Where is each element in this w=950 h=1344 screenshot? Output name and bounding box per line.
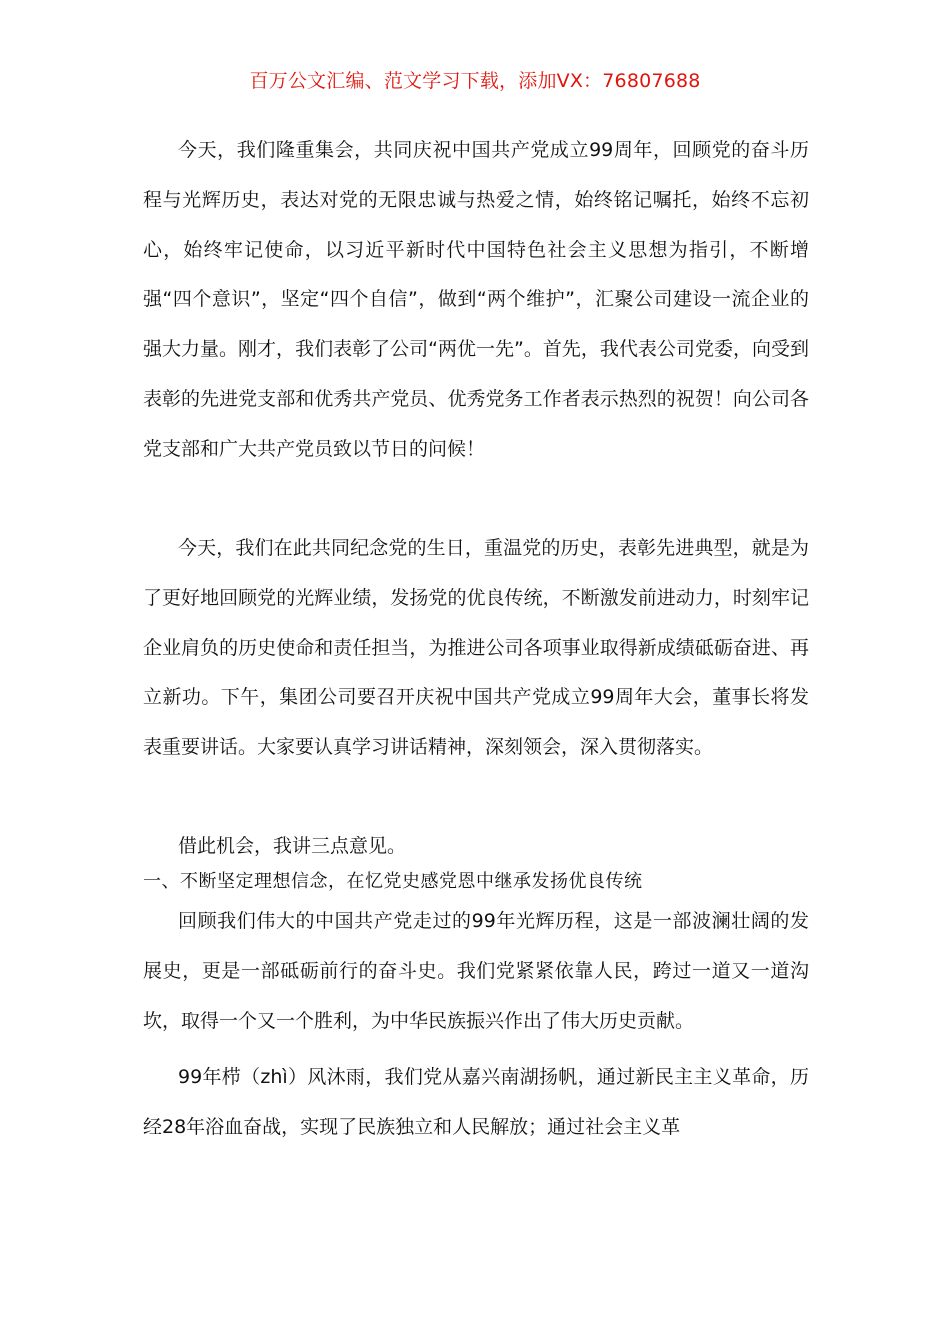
paragraph: 今天，我们隆重集会，共同庆祝中国共产党成立99周年，回顾党的奋斗历程与光辉历史，表达对党的无限忠诚与热爱之情，始终铭记嘱托，始终不忘初心，始终牢记使命，以习近平新时代中国特色社会主义思想为指引，不断增强“四个意识”，坚定“四个自信”，做到“两个维护”，汇聚公司建设一流企业的强大力量。刚才，我们表彰了公司“两优一先”。首先，我代表公司党委，向受到表彰的先进党支部和优秀共产党员、优秀党务工作者表示热烈的祝贺！向公司各党支部和广大共产党员致以节日的问候！: [143, 139, 809, 460]
section-heading: 一、不断坚定理想信念，在忆党史感党恩中继承发扬优良传统: [143, 871, 643, 892]
page-header-notice: 百万公文汇编、范文学习下载，添加VX：76807688: [249, 70, 701, 92]
body-section-1: [143, 126, 809, 475]
paragraph: 99年栉（zhì）风沐雨，我们党从嘉兴南湖扬帆，通过新民主主义革命，历经28年浴血奋战，实现了民族独立和人民解放；通过社会主义革: [143, 1066, 809, 1139]
body-section-2: [143, 524, 809, 773]
paragraph: 借此机会，我讲三点意见。: [178, 835, 407, 857]
paragraph: 回顾我们伟大的中国共产党走过的99年光辉历程，这是一部波澜壮阔的发展史，更是一部砥砺前行的奋斗史。我们党紧紧依靠人民，跨过一道又一道沟坎，取得一个又一个胜利，为中华民族振兴作出了伟大历史贡献。: [143, 910, 809, 1032]
body-section-3: [143, 828, 809, 900]
body-section-4: [143, 897, 809, 1153]
paragraph: 今天，我们在此共同纪念党的生日，重温党的历史，表彰先进典型，就是为了更好地回顾党的光辉业绩，发扬党的优良传统，不断激发前进动力，时刻牢记企业肩负的历史使命和责任担当，为推进公司各项事业取得新成绩砥砺奋进、再立新功。下午，集团公司要召开庆祝中国共产党成立99周年大会，董事长将发表重要讲话。大家要认真学习讲话精神，深刻领会，深入贯彻落实。: [143, 537, 809, 759]
